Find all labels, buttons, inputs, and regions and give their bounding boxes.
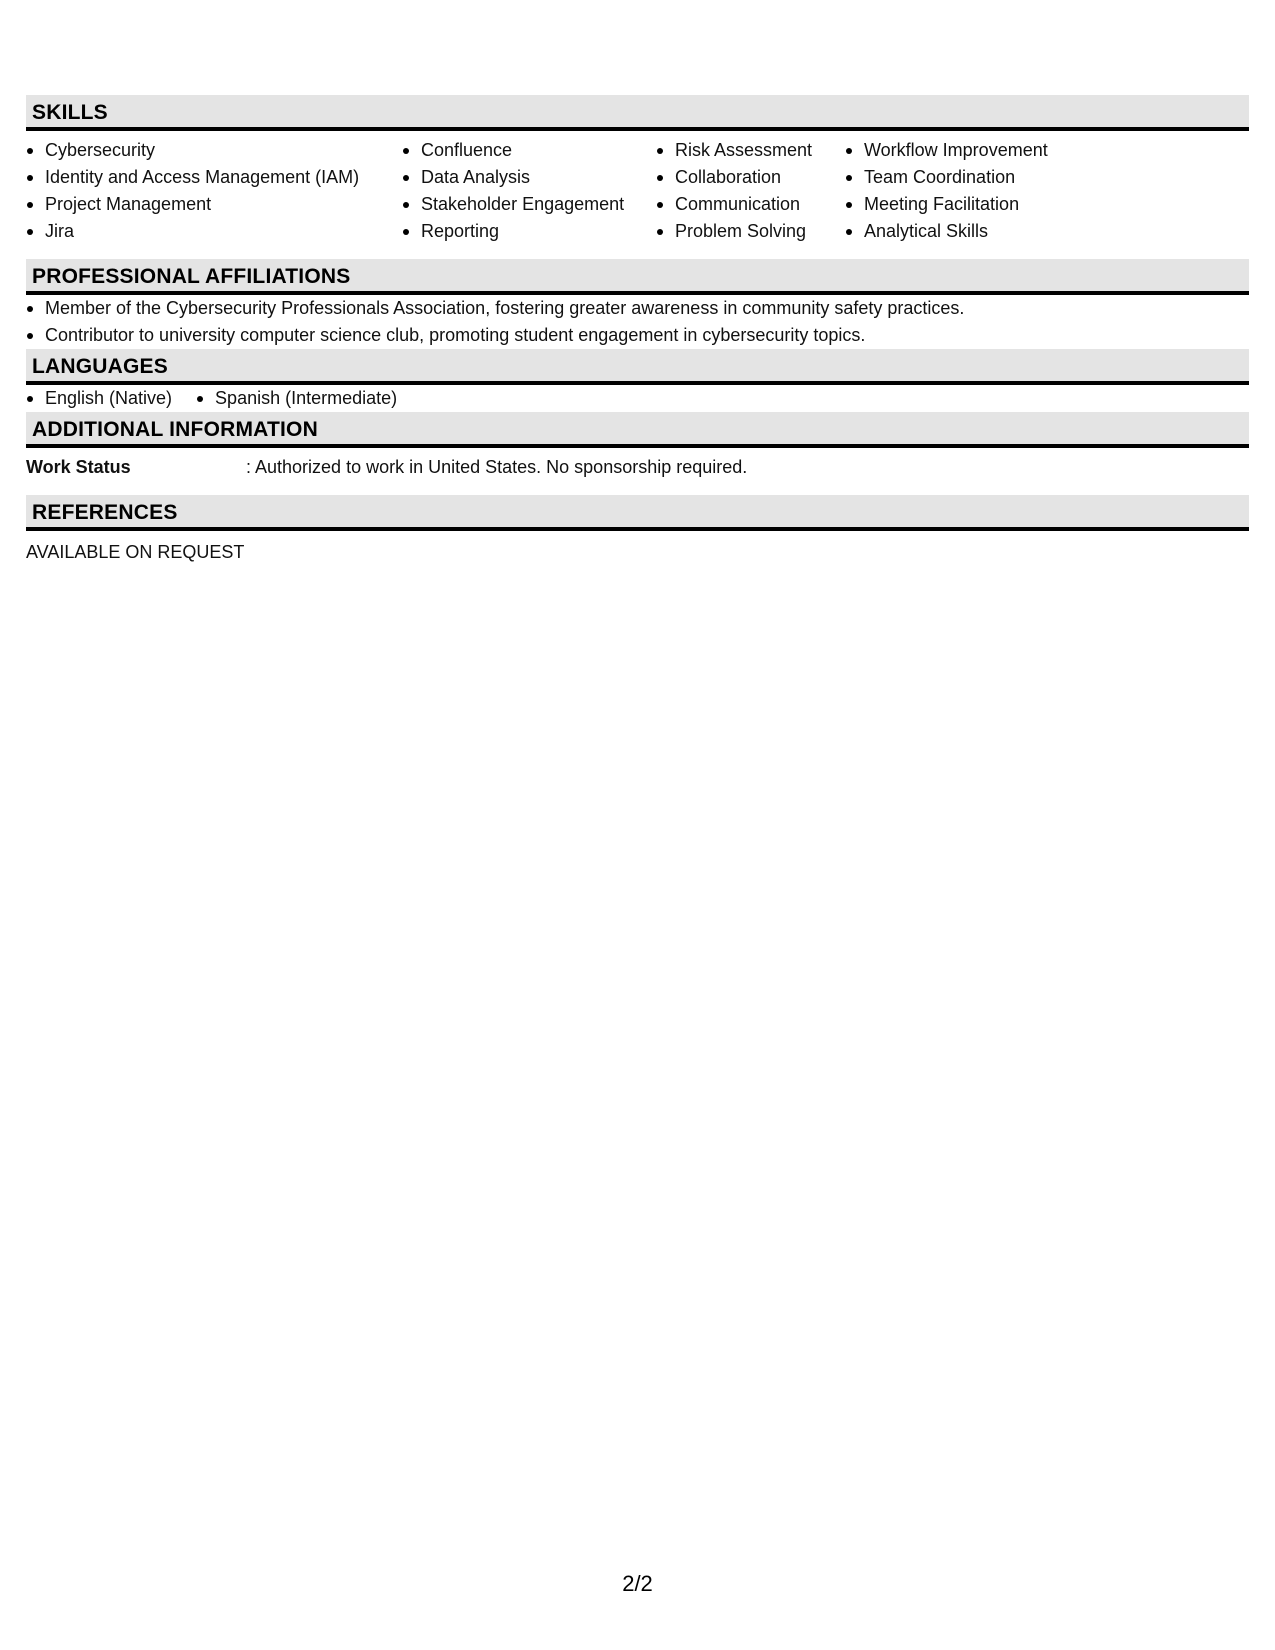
skill-item: Analytical Skills bbox=[845, 218, 1105, 245]
resume-page bbox=[26, 95, 1249, 566]
language-item: Spanish (Intermediate) bbox=[196, 385, 397, 412]
references-section bbox=[26, 495, 1249, 566]
skills-section bbox=[26, 95, 1249, 259]
references-heading: REFERENCES bbox=[26, 495, 1249, 531]
skills-column-2 bbox=[402, 137, 656, 245]
skills-column-1 bbox=[26, 137, 402, 245]
references-text: AVAILABLE ON REQUEST bbox=[26, 542, 245, 562]
skill-item: Jira bbox=[26, 218, 402, 245]
work-status-row bbox=[26, 448, 1249, 495]
skill-item: Stakeholder Engagement bbox=[402, 191, 656, 218]
skill-item: Cybersecurity bbox=[26, 137, 402, 164]
affiliations-list bbox=[26, 295, 1249, 349]
skill-item: Project Management bbox=[26, 191, 402, 218]
skill-item: Problem Solving bbox=[656, 218, 845, 245]
affiliations-section bbox=[26, 259, 1249, 349]
skill-item: Workflow Improvement bbox=[845, 137, 1105, 164]
skills-heading: SKILLS bbox=[26, 95, 1249, 131]
skill-item: Collaboration bbox=[656, 164, 845, 191]
skills-grid bbox=[26, 131, 1249, 259]
skill-item: Data Analysis bbox=[402, 164, 656, 191]
affiliations-heading: PROFESSIONAL AFFILIATIONS bbox=[26, 259, 1249, 295]
additional-info-section bbox=[26, 412, 1249, 495]
additional-info-heading: ADDITIONAL INFORMATION bbox=[26, 412, 1249, 448]
skill-item: Confluence bbox=[402, 137, 656, 164]
skill-item: Communication bbox=[656, 191, 845, 218]
page-number: 2/2 bbox=[622, 1571, 653, 1596]
languages-section bbox=[26, 349, 1249, 412]
skill-item: Risk Assessment bbox=[656, 137, 845, 164]
skill-item: Team Coordination bbox=[845, 164, 1105, 191]
skills-column-3 bbox=[656, 137, 845, 245]
affiliation-item: Contributor to university computer science club, promoting student engagement in cybersecurity topics. bbox=[26, 322, 1249, 349]
languages-list bbox=[26, 385, 1249, 412]
skill-item: Meeting Facilitation bbox=[845, 191, 1105, 218]
work-status-label: Work Status bbox=[26, 457, 131, 477]
work-status-value: : Authorized to work in United States. No sponsorship required. bbox=[246, 457, 748, 477]
skill-item: Identity and Access Management (IAM) bbox=[26, 164, 402, 191]
affiliation-item: Member of the Cybersecurity Professionals Association, fostering greater awareness in community safety practices. bbox=[26, 295, 1249, 322]
skills-column-4 bbox=[845, 137, 1105, 245]
language-item: English (Native) bbox=[26, 385, 172, 412]
languages-heading: LANGUAGES bbox=[26, 349, 1249, 385]
skill-item: Reporting bbox=[402, 218, 656, 245]
